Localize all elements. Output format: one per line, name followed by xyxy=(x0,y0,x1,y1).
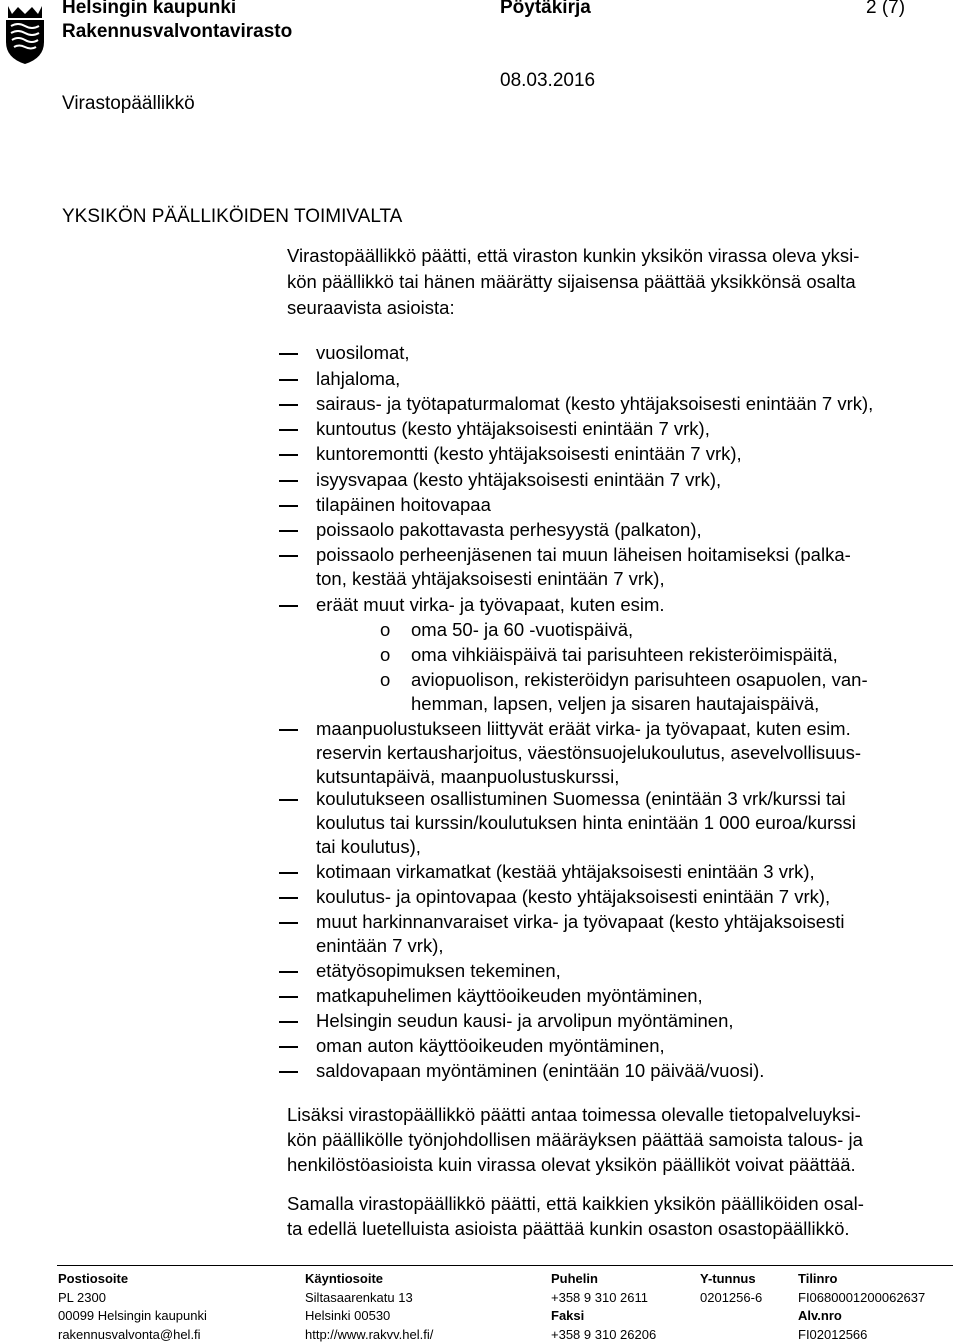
sub-list-item-continuation: hemman, lapsen, veljen ja sisaren hautajaispäivä, xyxy=(411,691,819,716)
footer-label: Puhelin xyxy=(551,1270,656,1289)
list-item: koulutus- ja opintovapaa (kesto yhtäjaksoisesti enintään 7 vrk), xyxy=(316,884,830,909)
paragraph-line: kön päällikölle työnjohdollisen määräyksen päättää samoista talous- ja xyxy=(287,1127,863,1152)
dash-bullet xyxy=(279,555,298,557)
dash-bullet xyxy=(279,729,298,731)
dash-bullet xyxy=(279,971,298,973)
list-item: tilapäinen hoitovapaa xyxy=(316,492,491,517)
list-item: maanpuolustukseen liittyvät eräät virka- ja työvapaat, kuten esim. xyxy=(316,716,851,741)
dash-bullet xyxy=(279,1071,298,1073)
intro-line: kön päällikkö tai hänen määrätty sijaisensa päättää yksikkönsä osalta xyxy=(287,269,856,294)
dash-bullet xyxy=(279,480,298,482)
dash-bullet xyxy=(279,922,298,924)
footer-phone xyxy=(551,1270,656,1344)
dash-bullet xyxy=(279,897,298,899)
document-type: Pöytäkirja xyxy=(500,0,591,19)
paragraph-line: ta edellä luetelluista asioista päättää kunkin osaston osastopäällikkö. xyxy=(287,1216,850,1241)
footer-value: PL 2300 xyxy=(58,1289,207,1308)
footer-value: FI0680001200062637 xyxy=(798,1289,925,1308)
list-item: Helsingin seudun kausi- ja arvolipun myöntäminen, xyxy=(316,1008,734,1033)
footer-visiting-address xyxy=(305,1270,433,1344)
paragraph-line: Lisäksi virastopäällikkö päätti antaa toimessa olevalle tietopalveluyksi- xyxy=(287,1102,861,1127)
paragraph-line: Samalla virastopäällikkö päätti, että kaikkien yksikön päälliköiden osal- xyxy=(287,1191,864,1216)
intro-line: Virastopäällikkö päätti, että viraston kunkin yksikön virassa oleva yksi- xyxy=(287,243,859,268)
dash-bullet xyxy=(279,429,298,431)
list-item-continuation: tai koulutus), xyxy=(316,834,421,859)
list-item: eräät muut virka- ja työvapaat, kuten esim. xyxy=(316,592,665,617)
footer-value: +358 9 310 26206 xyxy=(551,1326,656,1344)
list-item: kuntoremontti (kesto yhtäjaksoisesti enintään 7 vrk), xyxy=(316,441,742,466)
list-item: lahjaloma, xyxy=(316,366,400,391)
list-item: etätyösopimuksen tekeminen, xyxy=(316,958,561,983)
list-item: muut harkinnanvaraiset virka- ja työvapaat (kesto yhtäjaksoisesti xyxy=(316,909,845,934)
footer-value: 0201256-6 xyxy=(700,1289,762,1308)
dash-bullet xyxy=(279,353,298,355)
intro-line: seuraavista asioista: xyxy=(287,295,455,320)
footer-label: Käyntiosoite xyxy=(305,1270,433,1289)
dash-bullet xyxy=(279,872,298,874)
dash-bullet xyxy=(279,1046,298,1048)
sub-list-item: aviopuolison, rekisteröidyn parisuhteen osapuolen, van- xyxy=(411,667,868,692)
footer-label: Faksi xyxy=(551,1307,656,1326)
list-item-continuation: koulutus tai kurssin/koulutuksen hinta enintään 1 000 euroa/kurssi xyxy=(316,810,856,835)
footer-business-id xyxy=(700,1270,762,1307)
list-item: sairaus- ja työtapaturmalomat (kesto yhtäjaksoisesti enintään 7 vrk), xyxy=(316,391,873,416)
dash-bullet xyxy=(279,799,298,801)
list-item: koulutukseen osallistuminen Suomessa (enintään 3 vrk/kurssi tai xyxy=(316,786,846,811)
dash-bullet xyxy=(279,505,298,507)
footer-website: http://www.rakvv.hel.fi/ xyxy=(305,1326,433,1344)
list-item: kuntoutus (kesto yhtäjaksoisesti enintään 7 vrk), xyxy=(316,416,710,441)
dash-bullet xyxy=(279,379,298,381)
dash-bullet xyxy=(279,996,298,998)
footer-postal-address xyxy=(58,1270,207,1344)
footer-value: Siltasaarenkatu 13 xyxy=(305,1289,433,1308)
footer-value: +358 9 310 2611 xyxy=(551,1289,656,1308)
footer-divider xyxy=(57,1265,953,1266)
dash-bullet xyxy=(279,530,298,532)
list-item: poissaolo pakottavasta perhesyystä (palkaton), xyxy=(316,517,702,542)
footer-label: Alv.nro xyxy=(798,1307,925,1326)
dash-bullet xyxy=(279,1021,298,1023)
list-item-continuation: reservin kertausharjoitus, väestönsuojelukoulutus, asevelvollisuus- xyxy=(316,740,861,765)
list-item: kotimaan virkamatkat (kestää yhtäjaksoisesti enintään 3 vrk), xyxy=(316,859,815,884)
city-crest-logo xyxy=(2,2,48,66)
footer-label: Y-tunnus xyxy=(700,1270,762,1289)
list-item: oman auton käyttöoikeuden myöntäminen, xyxy=(316,1033,665,1058)
sub-list-item: oma vihkiäispäivä tai parisuhteen rekisteröimispäitä, xyxy=(411,642,838,667)
footer-account xyxy=(798,1270,925,1344)
list-item-continuation: enintään 7 vrk), xyxy=(316,933,444,958)
page-number: 2 (7) xyxy=(866,0,905,19)
footer-label: Tilinro xyxy=(798,1270,925,1289)
list-item-continuation: kutsuntapäivä, maanpuolustuskurssi, xyxy=(316,764,619,789)
sub-list-item: oma 50- ja 60 -vuotispäivä, xyxy=(411,617,633,642)
section-title: YKSIKÖN PÄÄLLIKÖIDEN TOIMIVALTA xyxy=(62,206,402,228)
list-item: poissaolo perheenjäsenen tai muun läheisen hoitamiseksi (palka- xyxy=(316,542,851,567)
footer-value: Helsinki 00530 xyxy=(305,1307,433,1326)
list-item: vuosilomat, xyxy=(316,340,410,365)
dash-bullet xyxy=(279,454,298,456)
list-item: saldovapaan myöntäminen (enintään 10 päivää/vuosi). xyxy=(316,1058,764,1083)
department-name: Rakennusvalvontavirasto xyxy=(62,21,292,43)
dash-bullet xyxy=(279,404,298,406)
footer-email: rakennusvalvonta@hel.fi xyxy=(58,1326,207,1344)
paragraph-line: henkilöstöasioista kuin virassa olevat yksikön päälliköt voivat päättää. xyxy=(287,1152,856,1177)
circle-bullet: o xyxy=(380,617,390,642)
decision-maker: Virastopäällikkö xyxy=(62,93,195,115)
list-item-continuation: ton, kestää yhtäjaksoisesti enintään 7 vrk), xyxy=(316,566,665,591)
document-date: 08.03.2016 xyxy=(500,70,595,92)
list-item: isyysvapaa (kesto yhtäjaksoisesti enintään 7 vrk), xyxy=(316,467,721,492)
dash-bullet xyxy=(279,605,298,607)
circle-bullet: o xyxy=(380,667,390,692)
footer-value: 00099 Helsingin kaupunki xyxy=(58,1307,207,1326)
list-item: matkapuhelimen käyttöoikeuden myöntäminen, xyxy=(316,983,703,1008)
circle-bullet: o xyxy=(380,642,390,667)
footer-value: FI02012566 xyxy=(798,1326,925,1344)
organization-name: Helsingin kaupunki xyxy=(62,0,236,19)
footer-label: Postiosoite xyxy=(58,1270,207,1289)
